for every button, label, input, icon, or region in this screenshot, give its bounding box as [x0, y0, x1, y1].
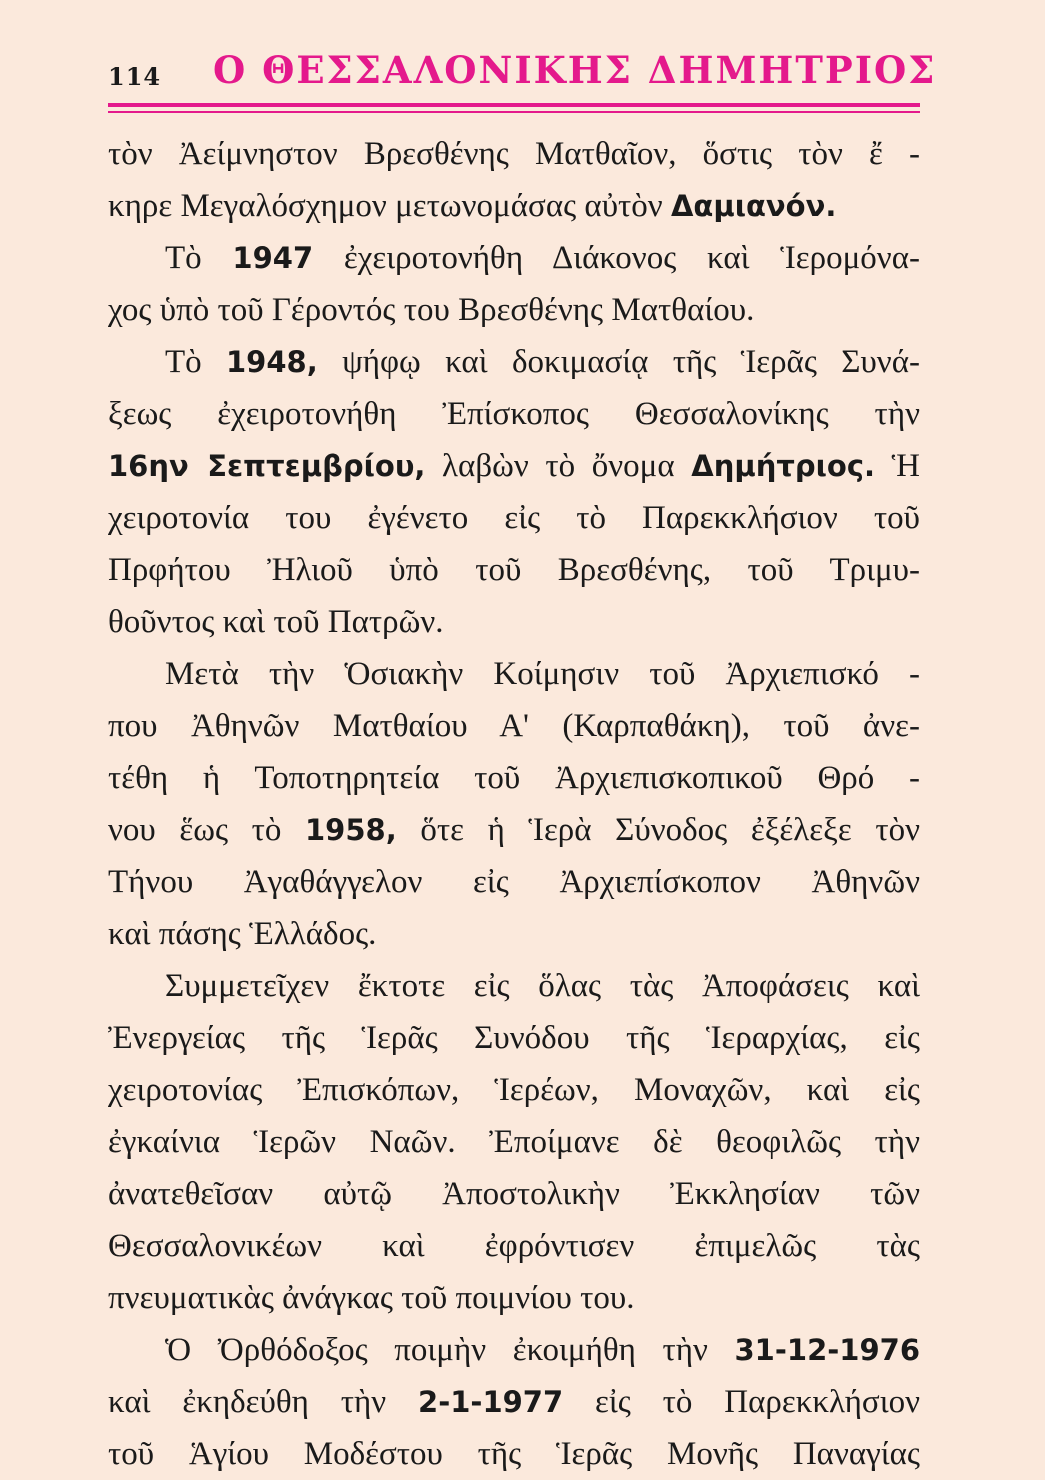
text-line: ξεως ἐχειροτονήθη Ἐπίσκοπος Θεσσαλονίκης τὴν: [108, 396, 920, 432]
text-line: που Ἀθηνῶν Ματθαίου Α' (Καρπαθάκη), τοῦ ἀνε-: [108, 708, 920, 744]
text-line: καὶ ἐκηδεύθη τὴν 2-1-1977 εἰς τὸ Παρεκκλήσιον: [108, 1384, 920, 1420]
text-line: πνευματικὰς ἀνάγκας τοῦ ποιμνίου του.: [108, 1280, 635, 1316]
bold-year: 1958,: [305, 813, 397, 847]
bold-year: 1947: [232, 241, 314, 275]
text-line: Τὸ 1948, ψήφῳ καὶ δοκιμασίᾳ τῆς Ἱερᾶς Συνά-: [165, 344, 920, 380]
running-title: Ο ΘΕΣΣΑΛΟΝΙΚΗΣ ΔΗΜΗΤΡΙΟΣ: [213, 48, 937, 92]
text-line: χειροτονίας Ἐπισκόπων, Ἱερέων, Μοναχῶν, καὶ εἰς: [108, 1072, 920, 1108]
text-line: Συμμετεῖχεν ἔκτοτε εἰς ὅλας τὰς Ἀποφάσεις καὶ: [165, 968, 920, 1004]
text-line: Τὸ 1947 ἐχειροτονήθη Διάκονος καὶ Ἱερομόνα-: [165, 240, 920, 276]
text-line: χειροτονία του ἐγένετο εἰς τὸ Παρεκκλήσιον τοῦ: [108, 500, 920, 536]
text-line: Ἐνεργείας τῆς Ἱερᾶς Συνόδου τῆς Ἱεραρχίας, εἰς: [108, 1020, 920, 1056]
text-line: Τήνου Ἀγαθάγγελον εἰς Ἀρχιεπίσκοπον Ἀθηνῶν: [108, 864, 920, 900]
text-line: κηρε Μεγαλόσχημον μετωνομάσας αὐτὸν Δαμιανόν.: [108, 188, 837, 224]
page-number: 114: [108, 62, 162, 91]
text-line: Ὁ Ὀρθόδοξος ποιμὴν ἐκοιμήθη τὴν 31-12-1976: [165, 1332, 920, 1368]
bold-date: 16ην Σεπτεμβρίου,: [108, 449, 426, 483]
bold-name: Δαμιανόν.: [670, 189, 837, 223]
bold-date: 2-1-1977: [418, 1385, 564, 1419]
text-line: καὶ πάσης Ἑλλάδος.: [108, 916, 377, 952]
text-line: ἐγκαίνια Ἱερῶν Ναῶν. Ἐποίμανε δὲ θεοφιλῶς τὴν: [108, 1124, 920, 1160]
page-header: [108, 48, 937, 104]
text-line: τοῦ Ἁγίου Μοδέστου τῆς Ἱερᾶς Μονῆς Παναγίας: [108, 1436, 920, 1472]
text-line: χος ὑπὸ τοῦ Γέροντός του Βρεσθένης Ματθαίου.: [108, 292, 755, 328]
header-rule-thick: [108, 103, 920, 107]
text-line: θοῦντος καὶ τοῦ Πατρῶν.: [108, 604, 444, 640]
text-line: 16ην Σεπτεμβρίου, λαβὼν τὸ ὄνομα Δημήτριος. Ἡ: [108, 448, 920, 484]
text-line: Θεσσαλονικέων καὶ ἐφρόντισεν ἐπιμελῶς τὰς: [108, 1228, 920, 1264]
text-line: Μετὰ τὴν Ὁσιακὴν Κοίμησιν τοῦ Ἀρχιεπισκό -: [165, 656, 920, 692]
bold-name: Δημήτριος.: [691, 449, 876, 483]
text-line: τέθη ἡ Τοποτηρητεία τοῦ Ἀρχιεπισκοπικοῦ Θρό -: [108, 760, 920, 796]
bold-date: 31-12-1976: [734, 1333, 920, 1367]
text-line: τὸν Ἀείμνηστον Βρεσθένης Ματθαῖον, ὅστις τὸν ἔ -: [108, 136, 920, 172]
text-line: νου ἕως τὸ 1958, ὅτε ἡ Ἱερὰ Σύνοδος ἐξέλεξε τὸν: [108, 812, 920, 848]
body-text: [108, 128, 920, 1480]
bold-year: 1948,: [226, 345, 318, 379]
text-line: ἀνατεθεῖσαν αὐτῷ Ἀποστολικὴν Ἐκκλησίαν τῶν: [108, 1176, 920, 1212]
text-line: Πρφήτου Ἠλιοῦ ὑπὸ τοῦ Βρεσθένης, τοῦ Τριμυ-: [108, 552, 920, 588]
header-rule-thin: [108, 111, 920, 113]
